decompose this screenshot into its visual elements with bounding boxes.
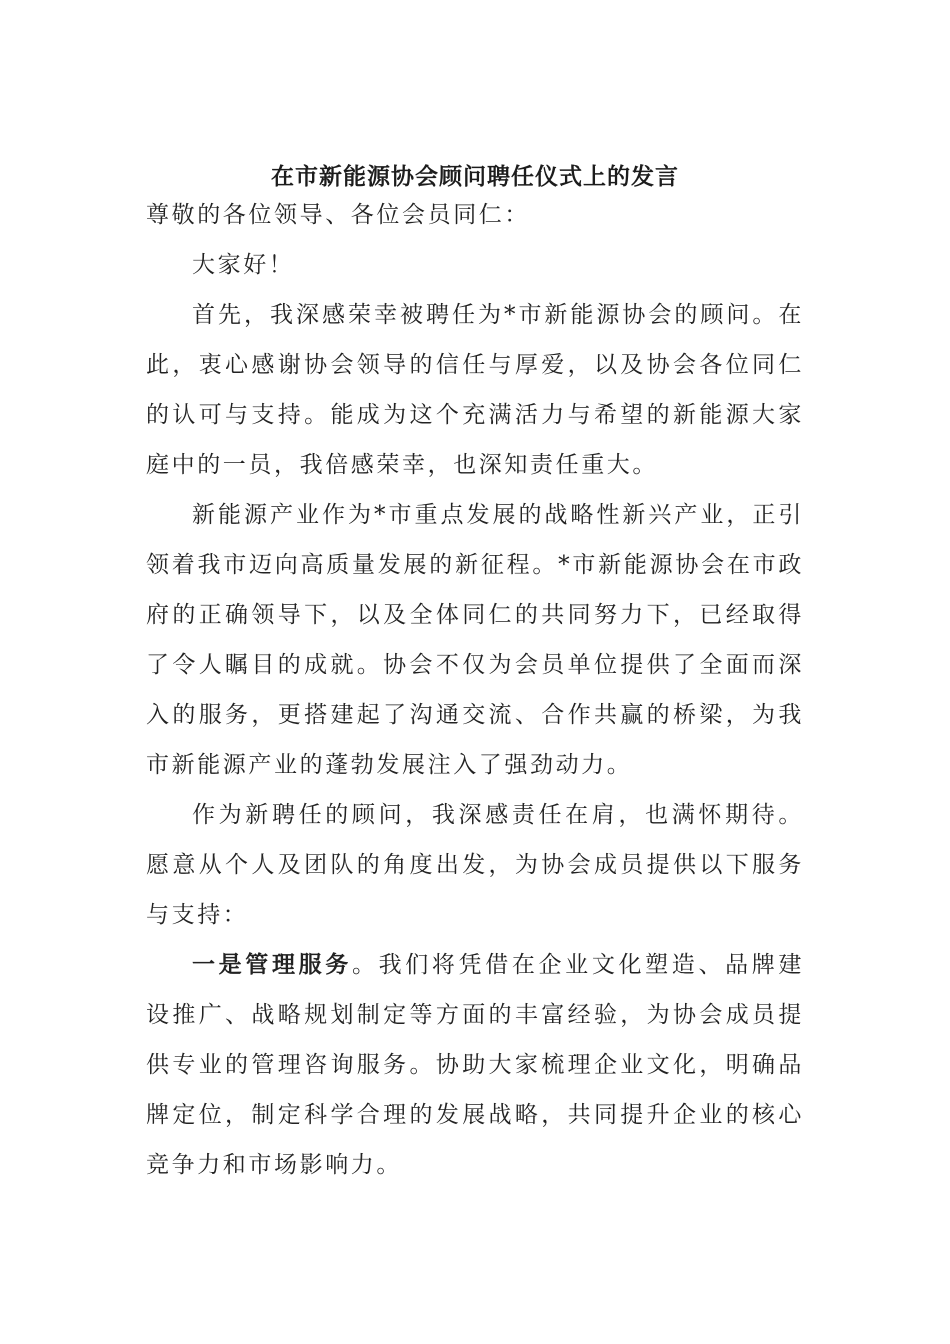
service-heading: 一是管理服务 [192, 951, 352, 978]
document-body [146, 190, 804, 1190]
paragraph-gratitude: 首先，我深感荣幸被聘任为*市新能源协会的顾问。在此，衷心感谢协会领导的信任与厚爱，以及协会各位同仁的认可与支持。能成为这个充满活力与希望的新能源大家庭中的一员，我倍感荣幸，也深知责任重大。 [146, 302, 804, 478]
salutation: 尊敬的各位领导、各位会员同仁： [146, 202, 530, 228]
paragraph-industry: 新能源产业作为*市重点发展的战略性新兴产业，正引领着我市迈向高质量发展的新征程。*市新能源协会在市政府的正确领导下，以及全体同仁的共同努力下，已经取得了令人瞩目的成就。协会不仅为会员单位提供了全面而深入的服务，更搭建起了沟通交流、合作共赢的桥梁，为我市新能源产业的蓬勃发展注入了强劲动力。 [146, 502, 804, 778]
paragraph-commitment: 作为新聘任的顾问，我深感责任在肩，也满怀期待。愿意从个人及团队的角度出发，为协会成员提供以下服务与支持： [146, 802, 804, 928]
service-text: 。我们将凭借在企业文化塑造、品牌建设推广、战略规划制定等方面的丰富经验，为协会成员提供专业的管理咨询服务。协助大家梳理企业文化，明确品牌定位，制定科学合理的发展战略，共同提升企业的核心竞争力和市场影响力。 [146, 952, 805, 1178]
greeting: 大家好！ [192, 252, 295, 278]
document-title: 在市新能源协会顾问聘任仪式上的发言 [271, 163, 679, 190]
paragraph-management-service [146, 940, 804, 1190]
